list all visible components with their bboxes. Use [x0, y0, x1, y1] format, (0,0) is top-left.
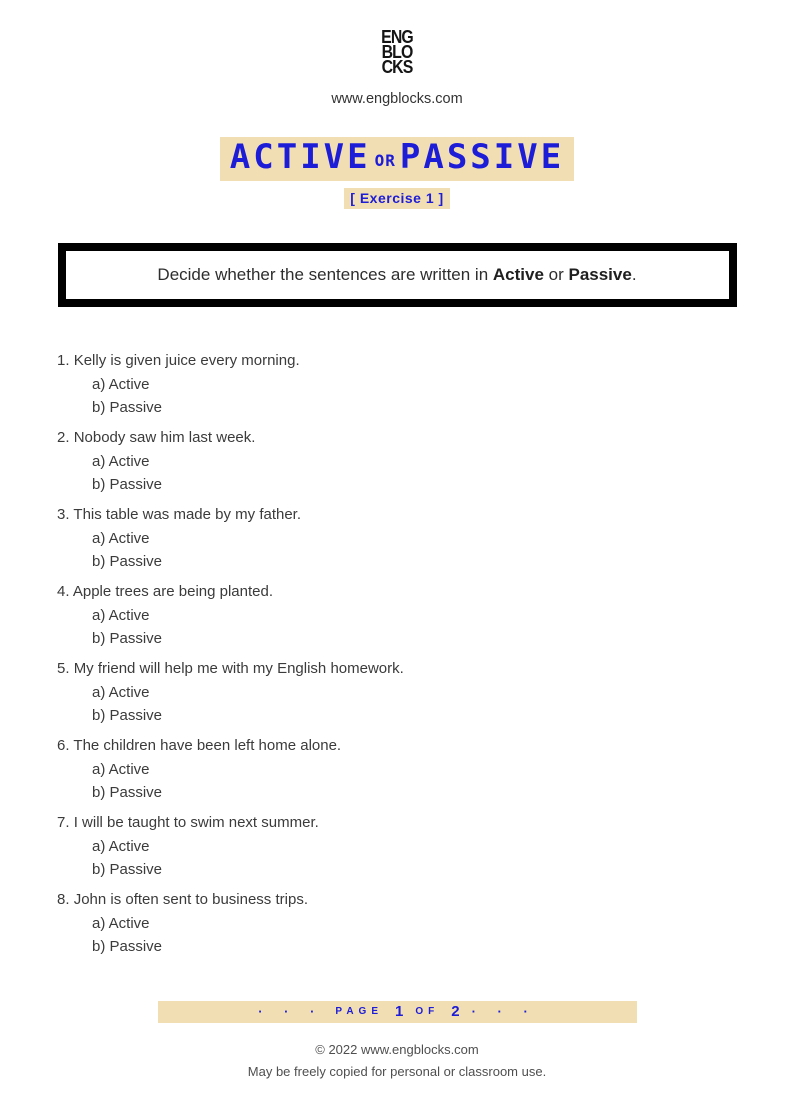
- header: [0, 0, 794, 78]
- option-passive[interactable]: b) Passive: [92, 784, 163, 801]
- title-section: [0, 137, 794, 181]
- question-text: This table was made by my father.: [73, 506, 302, 523]
- question-number: 7.: [57, 814, 70, 831]
- subtitle-section: [0, 188, 794, 209]
- question-number: 6.: [57, 737, 70, 754]
- option-active[interactable]: a) Active: [92, 684, 150, 701]
- question-text: Apple trees are being planted.: [72, 583, 274, 600]
- license-line: May be freely copied for personal or classroom use.: [247, 1064, 547, 1079]
- option-active[interactable]: a) Active: [92, 761, 150, 778]
- question-item: [57, 580, 794, 650]
- question-options: [57, 912, 794, 958]
- question-text: John is often sent to business trips.: [73, 891, 308, 908]
- option-active[interactable]: a) Active: [92, 453, 150, 470]
- dots-right: · · ·: [471, 1004, 537, 1019]
- question-item: [57, 734, 794, 804]
- website-url: www.engblocks.com: [331, 91, 463, 107]
- dots-left: · · ·: [258, 1004, 324, 1019]
- page-total-number: 2: [451, 1003, 460, 1020]
- question-item: [57, 657, 794, 727]
- questions-list: [57, 349, 794, 958]
- question-options: [57, 373, 794, 419]
- of-label: OF: [415, 1006, 440, 1017]
- question-item: [57, 426, 794, 496]
- logo-line-2: BLO: [381, 42, 413, 62]
- question-text: My friend will help me with my English homework.: [73, 660, 404, 677]
- option-active[interactable]: a) Active: [92, 838, 150, 855]
- question-text: Kelly is given juice every morning.: [73, 352, 300, 369]
- question-options: [57, 527, 794, 573]
- question-options: [57, 450, 794, 496]
- logo-line-1: ENG: [381, 27, 413, 47]
- question-item: [57, 811, 794, 881]
- title-word-passive: PASSIVE: [399, 137, 565, 177]
- question-number: 1.: [57, 352, 70, 369]
- option-active[interactable]: a) Active: [92, 915, 150, 932]
- footer: [0, 1042, 794, 1079]
- option-passive[interactable]: b) Passive: [92, 938, 163, 955]
- page-indicator: [158, 1001, 637, 1023]
- question-options: [57, 604, 794, 650]
- option-active[interactable]: a) Active: [92, 607, 150, 624]
- logo-line-3: CKS: [381, 57, 413, 77]
- option-passive[interactable]: b) Passive: [92, 553, 163, 570]
- page-current-number: 1: [395, 1003, 404, 1020]
- option-passive[interactable]: b) Passive: [92, 861, 163, 878]
- option-passive[interactable]: b) Passive: [92, 707, 163, 724]
- page-label: PAGE: [335, 1006, 384, 1017]
- copyright-line: © 2022 www.engblocks.com: [315, 1042, 479, 1057]
- question-text: I will be taught to swim next summer.: [73, 814, 319, 831]
- question-number: 8.: [57, 891, 70, 908]
- question-number: 2.: [57, 429, 70, 446]
- question-item: [57, 349, 794, 419]
- question-text: The children have been left home alone.: [73, 737, 342, 754]
- instruction-text: Decide whether the sentences are written in Active or Passive.: [157, 265, 637, 284]
- option-active[interactable]: a) Active: [92, 530, 150, 547]
- question-options: [57, 835, 794, 881]
- question-text: Nobody saw him last week.: [73, 429, 256, 446]
- question-number: 4.: [57, 583, 70, 600]
- option-active[interactable]: a) Active: [92, 376, 150, 393]
- question-options: [57, 758, 794, 804]
- title-connector: OR: [374, 151, 396, 170]
- question-number: 5.: [57, 660, 70, 677]
- question-options: [57, 681, 794, 727]
- option-passive[interactable]: b) Passive: [92, 630, 163, 647]
- option-passive[interactable]: b) Passive: [92, 476, 163, 493]
- question-item: [57, 503, 794, 573]
- question-item: [57, 888, 794, 958]
- title-word-active: ACTIVE: [229, 137, 371, 177]
- question-number: 3.: [57, 506, 70, 523]
- instruction-box: [58, 243, 737, 307]
- option-passive[interactable]: b) Passive: [92, 399, 163, 416]
- page-title: [220, 137, 574, 181]
- engblocks-logo: [381, 27, 413, 77]
- exercise-label: [ Exercise 1 ]: [344, 188, 449, 209]
